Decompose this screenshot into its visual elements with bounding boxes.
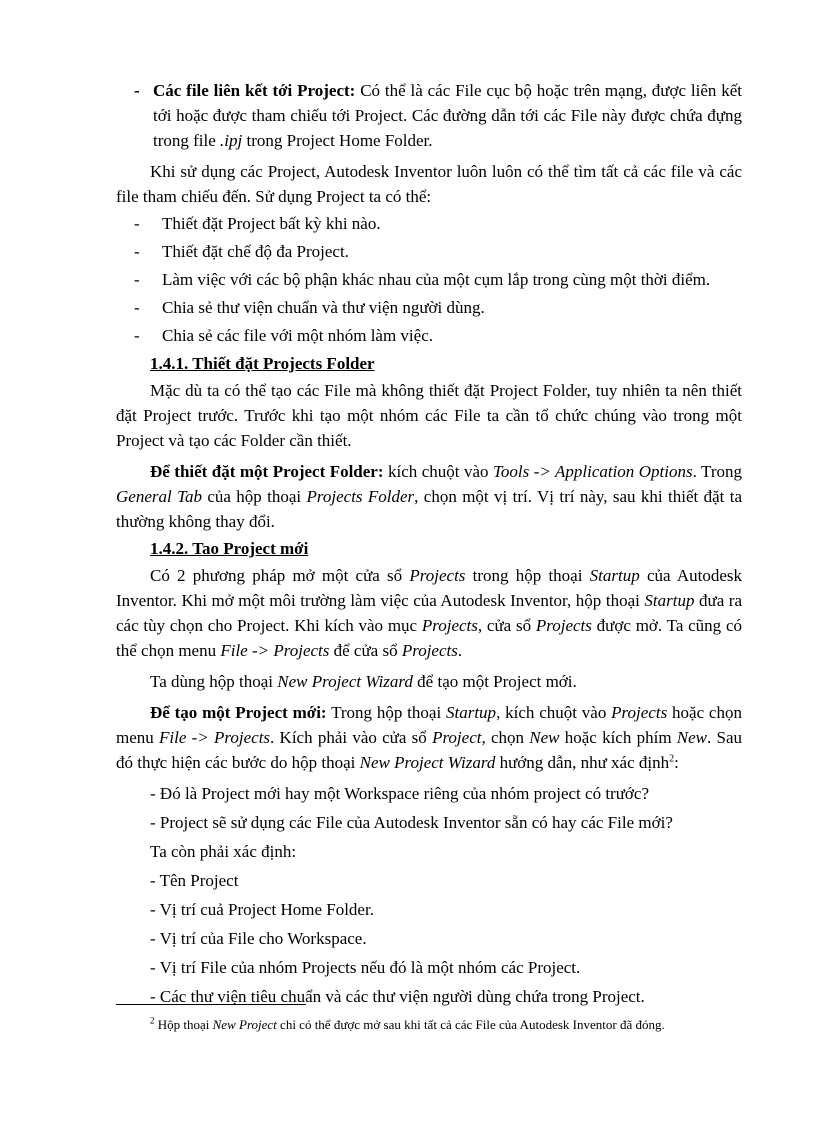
page-content: [116, 78, 742, 1013]
create-project-paragraph: Để tạo một Project mới: Trong hộp thoại Startup, kích chuột vào Projects hoặc chọn menu File -> Projects. Kích phải vào cửa sổ Project, chọn New hoặc kích phím New. Sau đó thực hiện các bước do hộp thoại New Project Wizard hướng dẫn, như xác định$^2$:: [116, 703, 743, 772]
linked-files-bullet: - Các file liên kết tới Project: Có thể là các File cục bộ hoặc trên mạng, được liên kết tới hoặc được tham chiếu tới Project. Các đường dẫn tới các File này được chứa đựng trong file .ipj trong Project Home Folder.: [116, 78, 742, 153]
bullet-bold-term: Các file liên kết tới Project:: [153, 81, 356, 100]
section-1-4-1-paragraph: Mặc dù ta có thể tạo các File mà không thiết đặt Project Folder, tuy nhiên ta nên thiết đặt Project trước. Trước khi tạo một nhóm các File ta cần tổ chức chúng vào trong một Project và tạo các Folder cần thiết.: [116, 381, 742, 450]
list-item: - Làm việc với các bộ phận khác nhau của một cụm lắp trong cùng một thời điểm.: [134, 270, 711, 289]
list-item: - Vị trí cuả Project Home Folder.: [150, 900, 374, 919]
list-item: - Chia sẻ các file với một nhóm làm việc.: [134, 326, 433, 345]
list-item: - Vị trí File của nhóm Projects nếu đó là một nhóm các Project.: [150, 958, 581, 977]
list-item: - Vị trí của File cho Workspace.: [150, 929, 367, 948]
footnote-divider: [116, 1004, 306, 1005]
open-projects-paragraph: Có 2 phương pháp mở một cửa sổ Projects trong hộp thoại Startup của Autodesk Inventor. Khi mở một môi trường làm việc của Autodesk Inventor, hộp thoại Startup đưa ra các tùy chọn cho Project. Khi kích vào mục Projects, cửa sổ Projects được mở. Ta cũng có thể chọn menu File -> Projects để cửa sổ Projects.: [116, 566, 742, 660]
footnote: $^2$ Hộp thoại New Project chỉ có thể được mở sau khi tất cả các File của Autodesk Inventor đã đóng.: [150, 1015, 665, 1032]
section-heading-1-4-1: 1.4.1. Thiết đặt Projects Folder: [150, 354, 375, 373]
question-line: - Đó là Project mới hay một Workspace riêng của nhóm project có trước?: [150, 784, 649, 803]
footnote-ref: 2: [669, 753, 675, 765]
intro-paragraph: Khi sử dụng các Project, Autodesk Inventor luôn luôn có thể tìm tất cả các file và các file tham chiếu đến. Sử dụng Project ta có thể:: [116, 162, 742, 206]
list-item: - Tên Project: [150, 871, 239, 890]
section-heading-1-4-2: 1.4.2. Tao Project mới: [150, 539, 309, 558]
question-line: - Project sẽ sử dụng các File của Autodesk Inventor sẵn có hay các File mới?: [150, 813, 673, 832]
bullet-dash: -: [134, 81, 140, 100]
project-uses-list: [116, 211, 742, 348]
list-item: - Các thư viện tiêu chuẩn và các thư viện người dùng chứa trong Project.: [150, 987, 645, 1006]
list-item: - Chia sẻ thư viện chuẩn và thư viện người dùng.: [134, 298, 485, 317]
list-item: - Thiết đặt chế độ đa Project.: [134, 242, 349, 261]
list-item: - Thiết đặt Project bất kỳ khi nào.: [134, 214, 381, 233]
set-folder-paragraph: Để thiết đặt một Project Folder: kích chuột vào Tools -> Application Options. Trong General Tab của hộp thoại Projects Folder, chọn một vị trí. Vị trí này, sau khi thiết đặt ta thường không thay đổi.: [116, 462, 742, 531]
also-define-line: Ta còn phải xác định:: [150, 842, 297, 861]
wizard-paragraph: Ta dùng hộp thoại New Project Wizard để tạo một Project mới.: [150, 672, 577, 691]
